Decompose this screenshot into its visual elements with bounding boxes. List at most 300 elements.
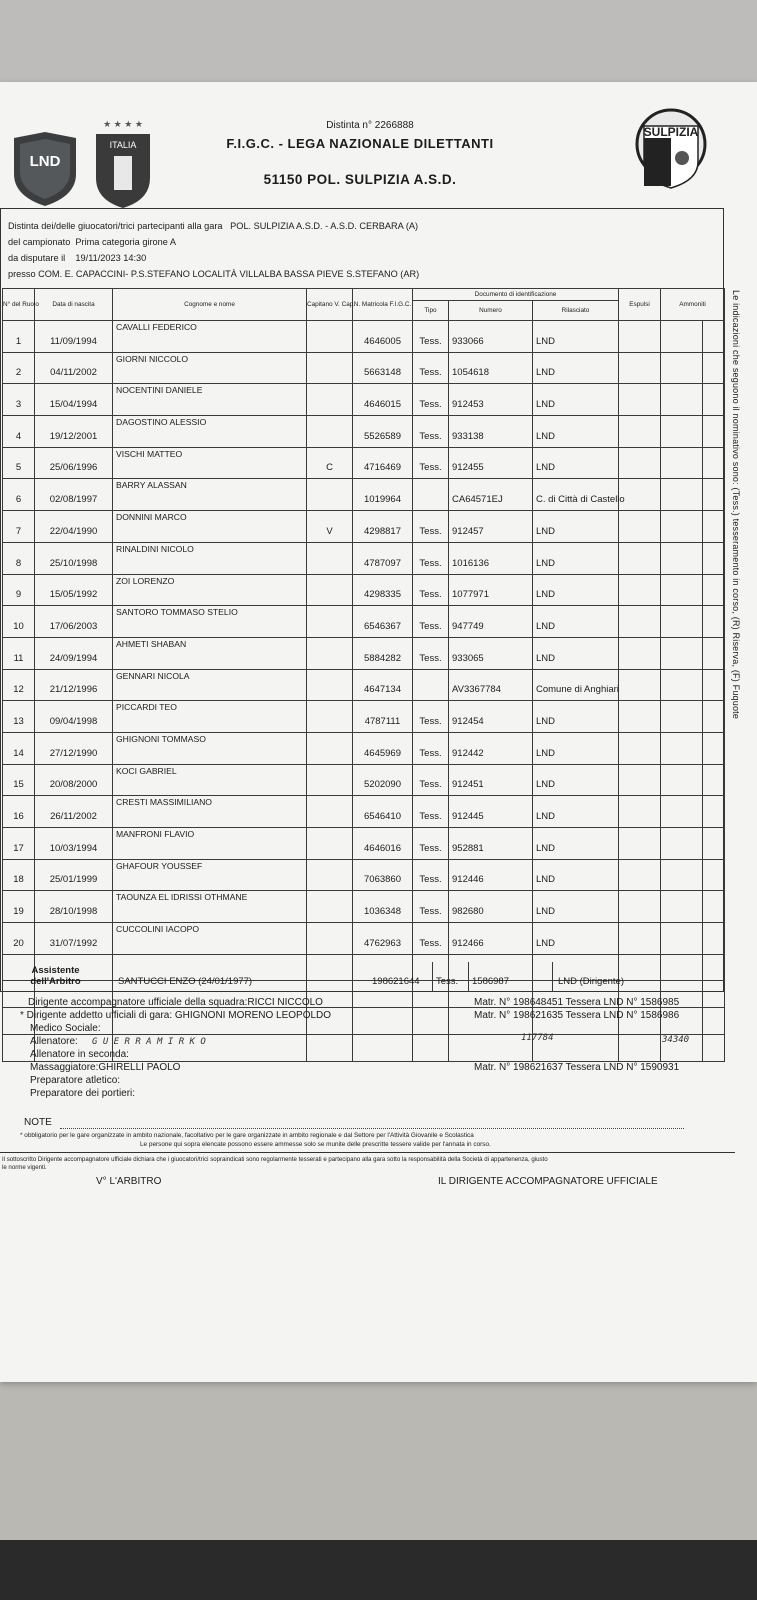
player-matricola: 1019964: [353, 479, 413, 511]
player-captain: [307, 637, 353, 669]
distinta-number: Distinta n° 2266888: [326, 120, 414, 131]
player-ammoniti: [661, 764, 703, 796]
player-name: GENNARI NICOLA: [113, 669, 307, 701]
player-doc-numero: 933066: [449, 321, 533, 353]
player-birthdate: 02/08/1997: [35, 479, 113, 511]
player-doc-numero: 912453: [449, 384, 533, 416]
col-captain: Capitano V. Cap.: [307, 289, 353, 321]
player-doc-rilasciato: LND: [533, 764, 619, 796]
table-row: [3, 321, 725, 353]
assistant-row: [2, 962, 724, 992]
player-number: 12: [3, 669, 35, 701]
player-ammoniti: [661, 859, 703, 891]
intro-value-match: POL. SULPIZIA A.S.D. - A.S.D. CERBARA (A): [230, 221, 419, 231]
player-name: RINALDINI NICOLO: [113, 542, 307, 574]
player-doc-tipo: Tess.: [413, 447, 449, 479]
player-birthdate: 15/05/1992: [35, 574, 113, 606]
player-name: NOCENTINI DANIELE: [113, 384, 307, 416]
player-captain: [307, 606, 353, 638]
player-doc-numero: 1016136: [449, 542, 533, 574]
player-birthdate: 25/06/1996: [35, 447, 113, 479]
player-name: VISCHI MATTEO: [113, 447, 307, 479]
player-ammoniti: [661, 574, 703, 606]
player-birthdate: 27/12/1990: [35, 732, 113, 764]
note-rule: [60, 1128, 684, 1129]
player-matricola: 4646016: [353, 828, 413, 860]
player-captain: C: [307, 447, 353, 479]
table-row: [3, 669, 725, 701]
player-doc-numero: 947749: [449, 606, 533, 638]
player-matricola: 5526589: [353, 416, 413, 448]
player-espulsi: [619, 828, 661, 860]
player-number: 4: [3, 416, 35, 448]
player-matricola: 4646015: [353, 384, 413, 416]
table-row: [3, 542, 725, 574]
player-matricola: 4787111: [353, 701, 413, 733]
player-birthdate: 22/04/1990: [35, 511, 113, 543]
player-extra: [703, 606, 725, 638]
player-doc-tipo: Tess.: [413, 637, 449, 669]
player-doc-numero: 933138: [449, 416, 533, 448]
player-birthdate: 24/09/1994: [35, 637, 113, 669]
player-ammoniti: [661, 447, 703, 479]
assistant-matricola: 198621644: [372, 976, 420, 987]
player-extra: [703, 511, 725, 543]
player-doc-rilasciato: LND: [533, 416, 619, 448]
player-doc-rilasciato: LND: [533, 574, 619, 606]
table-row: [3, 511, 725, 543]
match-info: [8, 218, 723, 282]
player-number: 5: [3, 447, 35, 479]
player-name: MANFRONI FLAVIO: [113, 828, 307, 860]
player-matricola: 1036348: [353, 891, 413, 923]
player-espulsi: [619, 669, 661, 701]
player-doc-numero: 912446: [449, 859, 533, 891]
table-row: [3, 574, 725, 606]
player-extra: [703, 923, 725, 955]
player-captain: [307, 923, 353, 955]
player-doc-numero: 1054618: [449, 352, 533, 384]
assistant-rilasciato: LND (Dirigente): [558, 976, 624, 987]
player-extra: [703, 352, 725, 384]
player-birthdate: 11/09/1994: [35, 321, 113, 353]
addetto-matr: Matr. N° 198621635 Tessera LND N° 1586986: [474, 1010, 680, 1021]
player-extra: [703, 447, 725, 479]
player-extra: [703, 416, 725, 448]
player-captain: [307, 891, 353, 923]
player-matricola: 5884282: [353, 637, 413, 669]
player-name: DAGOSTINO ALESSIO: [113, 416, 307, 448]
medico-line: Medico Sociale:: [30, 1023, 101, 1034]
table-row: [3, 796, 725, 828]
player-captain: [307, 321, 353, 353]
player-doc-numero: 912445: [449, 796, 533, 828]
empty-cell: [703, 1008, 725, 1035]
player-espulsi: [619, 606, 661, 638]
player-number: 3: [3, 384, 35, 416]
player-ammoniti: [661, 923, 703, 955]
player-number: 11: [3, 637, 35, 669]
player-doc-numero: 1077971: [449, 574, 533, 606]
player-ammoniti: [661, 891, 703, 923]
player-doc-tipo: Tess.: [413, 352, 449, 384]
player-extra: [703, 637, 725, 669]
empty-cell: [307, 1034, 353, 1061]
player-name: BARRY ALASSAN: [113, 479, 307, 511]
player-extra: [703, 859, 725, 891]
player-doc-tipo: [413, 669, 449, 701]
player-matricola: 4645969: [353, 732, 413, 764]
player-doc-rilasciato: LND: [533, 923, 619, 955]
player-name: TAOUNZA EL IDRISSI OTHMANE: [113, 891, 307, 923]
italia-logo: [92, 118, 154, 210]
player-captain: [307, 796, 353, 828]
player-number: 6: [3, 479, 35, 511]
col-rilasciato: Rilasciato: [533, 301, 619, 321]
sulpizia-logo-text: SULPIZIA: [643, 125, 699, 139]
player-doc-tipo: Tess.: [413, 828, 449, 860]
player-name: CAVALLI FEDERICO: [113, 321, 307, 353]
player-doc-numero: 912442: [449, 732, 533, 764]
allenatore-number-2: 34340: [662, 1035, 690, 1045]
player-birthdate: 19/12/2001: [35, 416, 113, 448]
player-extra: [703, 796, 725, 828]
player-espulsi: [619, 891, 661, 923]
player-espulsi: [619, 574, 661, 606]
player-captain: [307, 352, 353, 384]
player-doc-numero: 982680: [449, 891, 533, 923]
club-title: 51150 POL. SULPIZIA A.S.D.: [263, 172, 457, 187]
player-name: GHIGNONI TOMMASO: [113, 732, 307, 764]
player-ammoniti: [661, 828, 703, 860]
player-matricola: 4298817: [353, 511, 413, 543]
player-extra: [703, 321, 725, 353]
player-espulsi: [619, 923, 661, 955]
player-captain: V: [307, 511, 353, 543]
player-doc-tipo: Tess.: [413, 891, 449, 923]
italia-logo-text: ITALIA: [109, 140, 137, 150]
player-birthdate: 31/07/1992: [35, 923, 113, 955]
player-doc-numero: AV3367784: [449, 669, 533, 701]
col-ammoniti: Ammoniti: [661, 289, 725, 321]
empty-cell: [353, 1008, 413, 1035]
intro-label-venue: presso: [8, 269, 36, 279]
player-matricola: 4787097: [353, 542, 413, 574]
player-doc-rilasciato: Comune di Anghiari: [533, 669, 619, 701]
player-name: GHAFOUR YOUSSEF: [113, 859, 307, 891]
player-ammoniti: [661, 701, 703, 733]
player-number: 10: [3, 606, 35, 638]
massaggiatore-line: Massaggiatore:GHIRELLI PAOLO: [30, 1062, 181, 1073]
player-extra: [703, 384, 725, 416]
player-espulsi: [619, 637, 661, 669]
player-captain: [307, 416, 353, 448]
player-number: 19: [3, 891, 35, 923]
col-name: Cognome e nome: [113, 289, 307, 321]
player-espulsi: [619, 321, 661, 353]
player-doc-rilasciato: LND: [533, 828, 619, 860]
player-ammoniti: [661, 352, 703, 384]
player-espulsi: [619, 447, 661, 479]
player-doc-tipo: Tess.: [413, 321, 449, 353]
federation-title: F.I.G.C. - LEGA NAZIONALE DILETTANTI: [226, 136, 494, 151]
assistant-numero: 1586987: [472, 976, 509, 987]
allenatore-line: Allenatore:: [30, 1036, 78, 1047]
player-doc-numero: 912454: [449, 701, 533, 733]
player-doc-rilasciato: LND: [533, 891, 619, 923]
empty-cell: [413, 1034, 449, 1061]
player-captain: [307, 764, 353, 796]
player-number: 18: [3, 859, 35, 891]
player-captain: [307, 859, 353, 891]
table-row: [3, 891, 725, 923]
player-extra: [703, 891, 725, 923]
table-row: [3, 701, 725, 733]
player-doc-numero: 912451: [449, 764, 533, 796]
player-doc-tipo: Tess.: [413, 764, 449, 796]
player-matricola: 4647134: [353, 669, 413, 701]
player-number: 20: [3, 923, 35, 955]
player-doc-numero: 952881: [449, 828, 533, 860]
player-matricola: 7063860: [353, 859, 413, 891]
player-matricola: 6546410: [353, 796, 413, 828]
player-name: SANTORO TOMMASO STELIO: [113, 606, 307, 638]
dirigente-line: Dirigente accompagnatore ufficiale della squadra:RICCI NICCOLO: [28, 997, 323, 1008]
player-captain: [307, 542, 353, 574]
player-extra: [703, 828, 725, 860]
allenatore-number-1: 117784: [521, 1033, 554, 1043]
declaration-1: Il sottoscritto Dirigente accompagnatore ufficiale dichiara che i giuocatori/trici sopraindicati sono regolarmente tesserati e partecipano alla gara sotto la responsabilità della Società di appartenenza, giusto: [2, 1156, 548, 1163]
preparatore-line: Preparatore atletico:: [30, 1075, 121, 1086]
player-doc-tipo: [413, 479, 449, 511]
allenatore-seconda-line: Allenatore in seconda:: [30, 1049, 129, 1060]
player-birthdate: 26/11/2002: [35, 796, 113, 828]
empty-cell: [619, 1034, 661, 1061]
player-birthdate: 20/08/2000: [35, 764, 113, 796]
player-doc-tipo: Tess.: [413, 859, 449, 891]
col-birth: Data di nascita: [35, 289, 113, 321]
player-doc-rilasciato: LND: [533, 637, 619, 669]
player-doc-rilasciato: LND: [533, 606, 619, 638]
player-espulsi: [619, 542, 661, 574]
player-captain: [307, 479, 353, 511]
divider-line: [0, 1152, 735, 1153]
player-doc-rilasciato: LND: [533, 511, 619, 543]
player-number: 2: [3, 352, 35, 384]
player-name: ZOI LORENZO: [113, 574, 307, 606]
player-doc-numero: 933065: [449, 637, 533, 669]
player-ammoniti: [661, 606, 703, 638]
assistant-label: Assistente dell'Arbitro: [30, 965, 81, 987]
footnote-2: Le persone qui sopra elencate possono essere ammesse solo se munite delle prescritte tessere valide per l'annata in corso.: [140, 1141, 491, 1148]
col-espulsi: Espulsi: [619, 289, 661, 321]
allenatore-handwritten: G U E R R A M I R K O: [92, 1037, 206, 1047]
player-doc-tipo: Tess.: [413, 511, 449, 543]
player-extra: [703, 479, 725, 511]
player-doc-tipo: Tess.: [413, 574, 449, 606]
player-name: PICCARDI TEO: [113, 701, 307, 733]
table-row: [3, 447, 725, 479]
player-doc-rilasciato: LND: [533, 796, 619, 828]
player-espulsi: [619, 479, 661, 511]
player-doc-rilasciato: LND: [533, 384, 619, 416]
player-doc-numero: 912455: [449, 447, 533, 479]
player-espulsi: [619, 796, 661, 828]
player-doc-rilasciato: LND: [533, 352, 619, 384]
col-tipo: Tipo: [413, 301, 449, 321]
player-doc-tipo: Tess.: [413, 542, 449, 574]
player-doc-tipo: Tess.: [413, 606, 449, 638]
player-number: 17: [3, 828, 35, 860]
player-espulsi: [619, 352, 661, 384]
player-birthdate: 10/03/1994: [35, 828, 113, 860]
player-doc-tipo: Tess.: [413, 416, 449, 448]
side-note: Le indicazioni che seguono il nominativo sono: (Tess.) tesseramento in corso, (R) Riserva, (F) Fuquote: [731, 290, 741, 720]
table-row: [3, 384, 725, 416]
player-captain: [307, 574, 353, 606]
background-bottom: [0, 1380, 757, 1600]
player-espulsi: [619, 764, 661, 796]
player-number: 16: [3, 796, 35, 828]
player-ammoniti: [661, 669, 703, 701]
player-espulsi: [619, 416, 661, 448]
footnote-1: * obbligatorio per le gare organizzate in ambito nazionale, facoltativo per le gare organizzate in ambito regionale e dal Settore per l'Attività Giovanile e Scolastica: [20, 1132, 474, 1139]
table-row: [3, 479, 725, 511]
player-doc-tipo: Tess.: [413, 384, 449, 416]
intro-value-date: 19/11/2023 14:30: [75, 253, 147, 263]
player-captain: [307, 732, 353, 764]
player-birthdate: 28/10/1998: [35, 891, 113, 923]
col-numero: Numero: [449, 301, 533, 321]
massaggiatore-matr: Matr. N° 198621637 Tessera LND N° 1590931: [474, 1062, 680, 1073]
player-ammoniti: [661, 637, 703, 669]
player-extra: [703, 701, 725, 733]
player-doc-tipo: Tess.: [413, 701, 449, 733]
player-birthdate: 17/06/2003: [35, 606, 113, 638]
player-espulsi: [619, 859, 661, 891]
lnd-logo: [10, 130, 80, 208]
table-row: [3, 923, 725, 955]
player-birthdate: 04/11/2002: [35, 352, 113, 384]
addetto-line: * Dirigente addetto ufficiali di gara: GHIGNONI MORENO LEOPOLDO: [20, 1010, 332, 1021]
empty-cell: [703, 1034, 725, 1061]
intro-label-date: da disputare il: [8, 253, 66, 263]
player-number: 8: [3, 542, 35, 574]
player-captain: [307, 669, 353, 701]
player-ammoniti: [661, 796, 703, 828]
player-number: 9: [3, 574, 35, 606]
player-doc-tipo: Tess.: [413, 796, 449, 828]
player-name: AHMETI SHABAN: [113, 637, 307, 669]
note-label: NOTE: [24, 1117, 52, 1128]
player-doc-numero: 912466: [449, 923, 533, 955]
table-row: [3, 828, 725, 860]
player-extra: [703, 574, 725, 606]
player-matricola: 4762963: [353, 923, 413, 955]
player-matricola: 5202090: [353, 764, 413, 796]
player-doc-rilasciato: LND: [533, 732, 619, 764]
lnd-logo-text: LND: [29, 153, 61, 170]
arbitro-signature-label: V° L'ARBITRO: [96, 1176, 162, 1187]
table-row: [3, 416, 725, 448]
player-doc-numero: 912457: [449, 511, 533, 543]
player-number: 13: [3, 701, 35, 733]
table-row: [3, 352, 725, 384]
empty-cell: [449, 1034, 533, 1061]
declaration-2: le norme vigenti.: [2, 1164, 47, 1171]
player-name: GIORNI NICCOLO: [113, 352, 307, 384]
assistant-name: SANTUCCI ENZO (24/01/1977): [118, 976, 253, 987]
player-number: 15: [3, 764, 35, 796]
player-matricola: 6546367: [353, 606, 413, 638]
table-row: [3, 732, 725, 764]
dirigente-matr: Matr. N° 198648451 Tessera LND N° 1586985: [474, 997, 680, 1008]
player-captain: [307, 384, 353, 416]
player-doc-numero: CA64571EJ: [449, 479, 533, 511]
intro-label-championship: del campionato: [8, 237, 71, 247]
intro-value-venue: COM. E. CAPACCINI- P.S.STEFANO LOCALITÀ VILLALBA BASSA PIEVE S.STEFANO (AR): [38, 269, 420, 279]
player-ammoniti: [661, 479, 703, 511]
player-espulsi: [619, 384, 661, 416]
player-doc-rilasciato: LND: [533, 701, 619, 733]
background-top: [0, 0, 757, 90]
player-number: 7: [3, 511, 35, 543]
player-captain: [307, 828, 353, 860]
player-doc-rilasciato: LND: [533, 447, 619, 479]
player-matricola: 5663148: [353, 352, 413, 384]
player-doc-rilasciato: LND: [533, 321, 619, 353]
player-ammoniti: [661, 321, 703, 353]
intro-value-championship: Prima categoria girone A: [75, 237, 177, 247]
player-birthdate: 15/04/1994: [35, 384, 113, 416]
player-ammoniti: [661, 384, 703, 416]
player-matricola: 4646005: [353, 321, 413, 353]
preparatore-portieri-line: Preparatore dei portieri:: [30, 1088, 136, 1099]
table-row: [3, 764, 725, 796]
dirigente-signature-label: IL DIRIGENTE ACCOMPAGNATORE UFFICIALE: [438, 1176, 658, 1187]
player-number: 14: [3, 732, 35, 764]
player-espulsi: [619, 732, 661, 764]
player-matricola: 4716469: [353, 447, 413, 479]
player-matricola: 4298335: [353, 574, 413, 606]
player-name: DONNINI MARCO: [113, 511, 307, 543]
empty-cell: [413, 1008, 449, 1035]
players-table: [2, 288, 725, 1062]
player-name: CRESTI MASSIMILIANO: [113, 796, 307, 828]
player-captain: [307, 701, 353, 733]
player-extra: [703, 669, 725, 701]
player-doc-tipo: Tess.: [413, 923, 449, 955]
player-espulsi: [619, 511, 661, 543]
player-doc-rilasciato: C. di Città di Castello: [533, 479, 619, 511]
col-document-group: Documento di identificazione: [413, 289, 619, 301]
player-name: KOCI GABRIEL: [113, 764, 307, 796]
player-extra: [703, 732, 725, 764]
col-matricola: N. Matricola F.I.G.C.: [353, 289, 413, 321]
player-ammoniti: [661, 511, 703, 543]
table-row: [3, 606, 725, 638]
svg-text:★ ★ ★ ★: ★ ★ ★ ★: [103, 119, 143, 129]
player-doc-rilasciato: LND: [533, 859, 619, 891]
sulpizia-logo: [636, 96, 706, 192]
player-doc-rilasciato: LND: [533, 542, 619, 574]
player-ammoniti: [661, 732, 703, 764]
table-row: [3, 859, 725, 891]
assistant-tipo: Tess.: [436, 976, 459, 987]
col-num: N° del Ruolo: [3, 289, 35, 321]
player-number: 1: [3, 321, 35, 353]
player-extra: [703, 764, 725, 796]
